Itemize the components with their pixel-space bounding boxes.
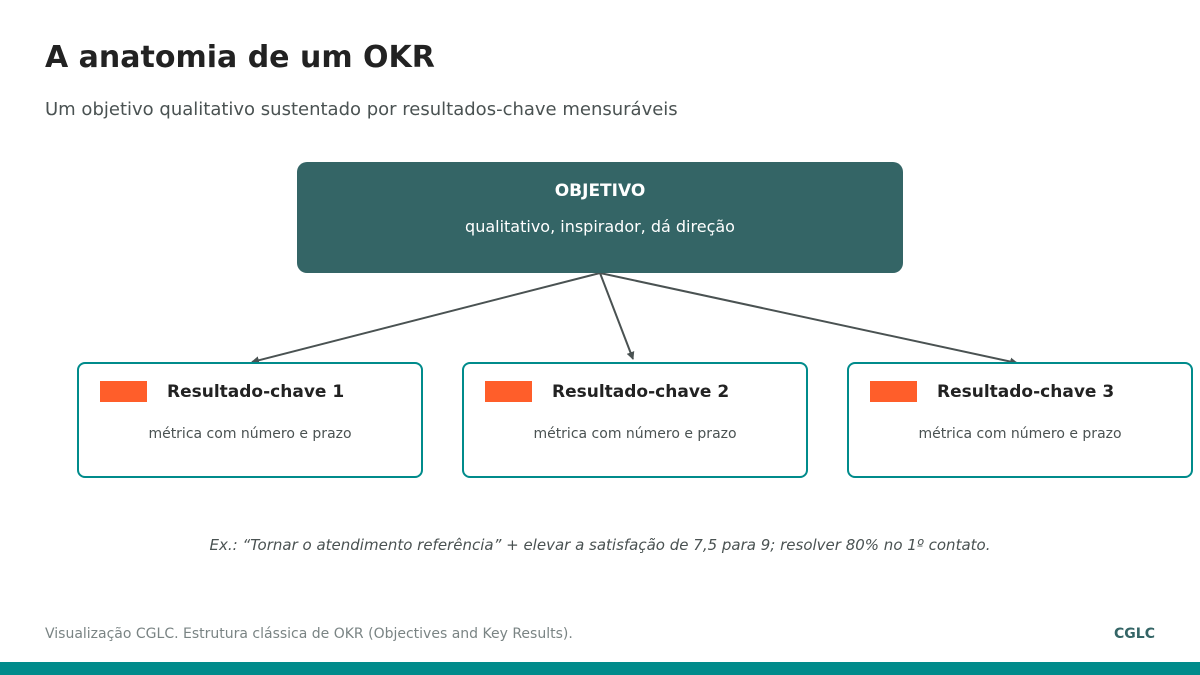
footer-brand: CGLC [1114,626,1155,642]
page-title: A anatomia de um OKR [45,40,435,75]
key-result-title: Resultado-chave 2 [552,382,730,402]
key-result-description: métrica com número e prazo [533,426,737,442]
connector-arrow-kr-3 [600,273,1017,363]
connector-arrow-kr-2 [600,273,633,359]
key-result-marker [485,381,532,402]
key-result-description: métrica com número e prazo [918,426,1122,442]
footer-note: Visualização CGLC. Estrutura clássica de OKR (Objectives and Key Results). [45,626,573,642]
key-result-box-1 [77,362,423,478]
key-result-box-2 [462,362,808,478]
key-result-description: métrica com número e prazo [148,426,352,442]
connector-arrow-kr-1 [252,273,600,362]
key-result-title: Resultado-chave 1 [167,382,345,402]
bottom-accent-bar [0,662,1200,675]
key-result-marker [870,381,917,402]
key-result-marker [100,381,147,402]
objective-description: qualitativo, inspirador, dá direção [465,217,735,236]
example-caption: Ex.: “Tornar o atendimento referência” + elevar a satisfação de 7,5 para 9; resolver 80% no 1º contato. [209,536,991,554]
objective-box [297,162,903,273]
page-subtitle: Um objetivo qualitativo sustentado por resultados-chave mensuráveis [45,99,678,120]
objective-title: OBJETIVO [554,181,646,201]
key-result-title: Resultado-chave 3 [937,382,1115,402]
key-result-box-3 [847,362,1193,478]
